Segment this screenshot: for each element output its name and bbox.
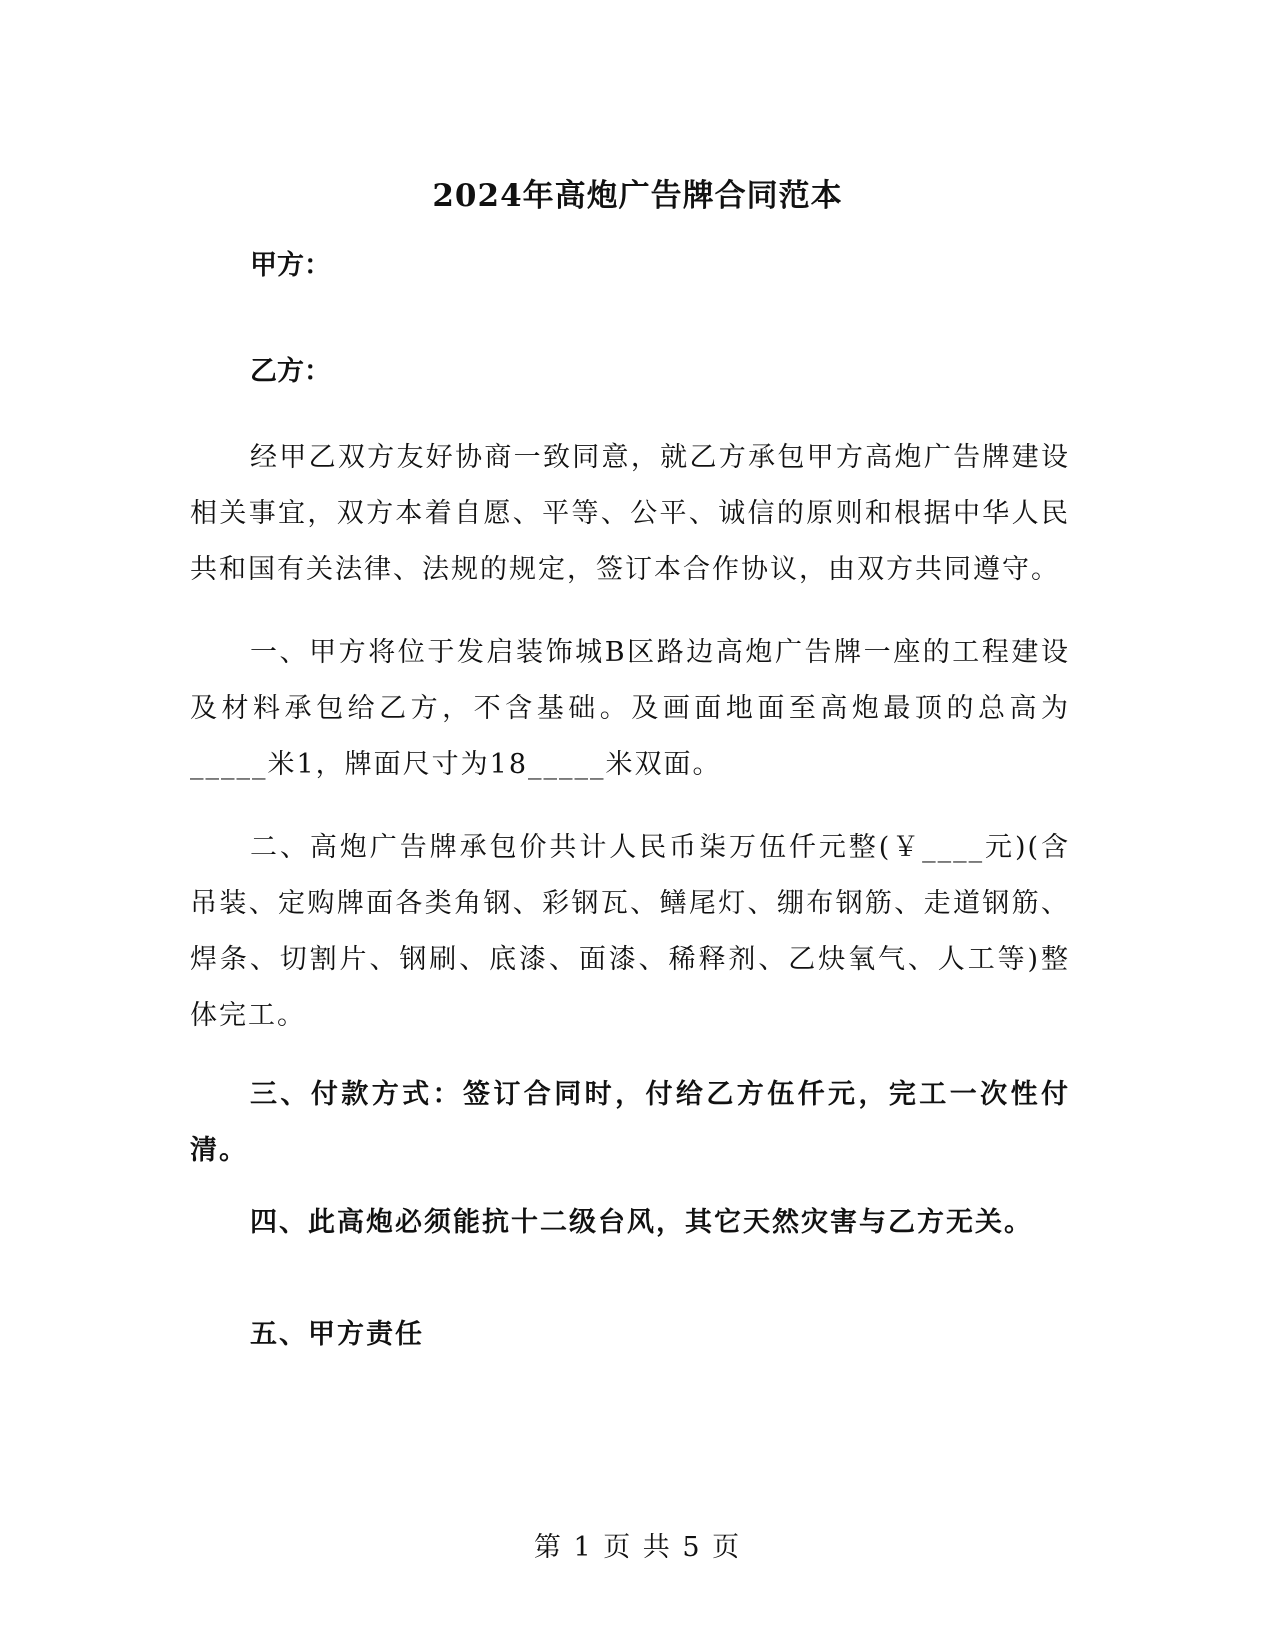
party-b-label: 乙方： (250, 356, 331, 387)
party-a-label: 甲方： (250, 250, 331, 281)
clause-one: 一、甲方将位于发启装饰城B区路边高炮广告牌一座的工程建设及材料承包给乙方，不含基础。及画面地面至高炮最顶的总高为_____米1，牌面尺寸为18_____米双面。 (190, 637, 1070, 780)
clause-three: 三、付款方式：签订合同时，付给乙方伍仟元，完工一次性付清。 (190, 1079, 1070, 1166)
clause-two: 二、高炮广告牌承包价共计人民币柒万伍仟元整(￥____元)(含吊装、定购牌面各类角钢、彩钢瓦、鳝尾灯、绷布钢筋、走道钢筋、焊条、切割片、钢刷、底漆、面漆、稀释剂、乙炔氧气、人工等)整体完工。 (190, 832, 1070, 1031)
clause-five-heading: 五、甲方责任 (250, 1319, 424, 1350)
page-footer: 第 1 页 共 5 页 (533, 1532, 742, 1563)
document-title: 2024年高炮广告牌合同范本 (432, 178, 843, 214)
intro-paragraph: 经甲乙双方友好协商一致同意，就乙方承包甲方高炮广告牌建设相关事宜，双方本着自愿、平等、公平、诚信的原则和根据中华人民共和国有关法律、法规的规定，签订本合作协议，由双方共同遵守。 (190, 442, 1070, 585)
clause-four: 四、此高炮必须能抗十二级台风，其它天然灾害与乙方无关。 (250, 1207, 1033, 1238)
